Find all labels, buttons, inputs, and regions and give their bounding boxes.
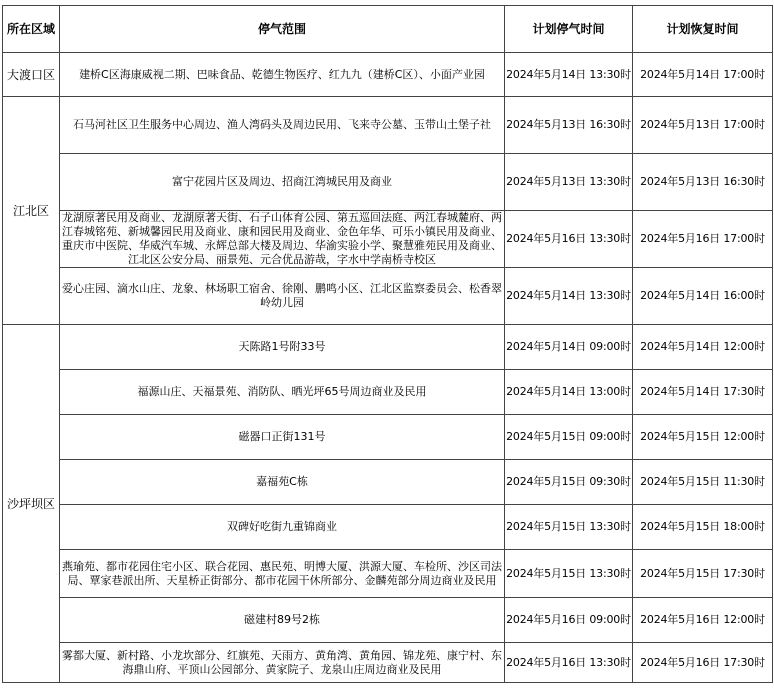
table-row xyxy=(3,505,773,550)
table-row xyxy=(3,325,773,370)
table-row xyxy=(3,97,773,154)
stop-time-cell: 2024年5月16日 09:00时 xyxy=(505,598,633,643)
scope-cell: 双碑好吃街九重锦商业 xyxy=(60,505,505,550)
resume-time-cell: 2024年5月13日 17:00时 xyxy=(633,97,773,154)
resume-time-cell: 2024年5月15日 18:00时 xyxy=(633,505,773,550)
scope-cell: 磁建村89号2栋 xyxy=(60,598,505,643)
resume-time-cell: 2024年5月15日 12:00时 xyxy=(633,415,773,460)
stop-time-cell: 2024年5月16日 13:30时 xyxy=(505,211,633,268)
district-cell: 沙坪坝区 xyxy=(3,325,60,683)
resume-time-cell: 2024年5月14日 17:30时 xyxy=(633,370,773,415)
resume-time-cell: 2024年5月16日 17:00时 xyxy=(633,211,773,268)
header-stop-time: 计划停气时间 xyxy=(505,6,633,53)
table-row xyxy=(3,53,773,97)
resume-time-cell: 2024年5月15日 17:30时 xyxy=(633,550,773,598)
resume-time-cell: 2024年5月14日 16:00时 xyxy=(633,268,773,325)
scope-cell: 燕瑜苑、都市花园住宅小区、联合花园、惠民苑、明博大厦、洪源大厦、车检所、沙区司法局、覃家巷派出所、天星桥正街部分、都市花园干休所部分、金麟苑部分周边商业及民用 xyxy=(60,550,505,598)
scope-cell: 建桥C区海康威视二期、巴味食品、乾德生物医疗、红九九（建桥C区）、小面产业园 xyxy=(60,53,505,97)
table-row xyxy=(3,370,773,415)
header-area: 所在区域 xyxy=(3,6,60,53)
resume-time-cell: 2024年5月16日 12:00时 xyxy=(633,598,773,643)
resume-time-cell: 2024年5月16日 17:30时 xyxy=(633,643,773,683)
header-row xyxy=(3,6,773,53)
table-row xyxy=(3,154,773,211)
stop-time-cell: 2024年5月14日 09:00时 xyxy=(505,325,633,370)
stop-time-cell: 2024年5月15日 13:30时 xyxy=(505,505,633,550)
table-row xyxy=(3,550,773,598)
scope-cell: 爱心庄园、滴水山庄、龙象、林场职工宿舍、徐刚、鹏鸣小区、江北区监察委员会、松香翠岭幼儿园 xyxy=(60,268,505,325)
resume-time-cell: 2024年5月14日 12:00时 xyxy=(633,325,773,370)
stop-time-cell: 2024年5月13日 16:30时 xyxy=(505,97,633,154)
scope-cell: 福源山庄、天福景苑、消防队、晒光坪65号周边商业及民用 xyxy=(60,370,505,415)
resume-time-cell: 2024年5月15日 11:30时 xyxy=(633,460,773,505)
resume-time-cell: 2024年5月13日 16:30时 xyxy=(633,154,773,211)
table-row xyxy=(3,268,773,325)
scope-cell: 富宁花园片区及周边、招商江湾城民用及商业 xyxy=(60,154,505,211)
stop-time-cell: 2024年5月14日 13:30时 xyxy=(505,268,633,325)
gas-outage-table xyxy=(2,5,773,683)
stop-time-cell: 2024年5月14日 13:30时 xyxy=(505,53,633,97)
table-row xyxy=(3,598,773,643)
table-row xyxy=(3,643,773,683)
stop-time-cell: 2024年5月16日 13:30时 xyxy=(505,643,633,683)
table-row xyxy=(3,415,773,460)
district-cell: 江北区 xyxy=(3,97,60,325)
scope-cell: 雾都大厦、新村路、小龙坎部分、红旗苑、天雨方、黄角湾、黄角园、锦龙苑、康宁村、东海鼎山府、平顶山公园部分、黄家院子、龙泉山庄周边商业及民用 xyxy=(60,643,505,683)
scope-cell: 石马河社区卫生服务中心周边、渔人湾码头及周边民用、飞来寺公墓、玉带山土堡子社 xyxy=(60,97,505,154)
scope-cell: 磁器口正街131号 xyxy=(60,415,505,460)
table-row xyxy=(3,211,773,268)
scope-cell: 龙湖原著民用及商业、龙湖原著天街、石子山体育公园、第五巡回法庭、两江春城麓府、两江春城铭苑、新城馨园民用及商业、康和园民用及商业、金色年华、可乐小镇民用及商业、重庆市中医院、华威汽车城、永辉总部大楼及周边、华渝实验小学、聚慧雅苑民用及商业、江北区公安分局、丽景苑、元合优品游哉，字水中学南桥寺校区 xyxy=(60,211,505,268)
resume-time-cell: 2024年5月14日 17:00时 xyxy=(633,53,773,97)
stop-time-cell: 2024年5月15日 09:00时 xyxy=(505,415,633,460)
scope-cell: 嘉福苑C栋 xyxy=(60,460,505,505)
stop-time-cell: 2024年5月13日 13:30时 xyxy=(505,154,633,211)
stop-time-cell: 2024年5月15日 13:30时 xyxy=(505,550,633,598)
table-row xyxy=(3,460,773,505)
stop-time-cell: 2024年5月14日 13:00时 xyxy=(505,370,633,415)
header-scope: 停气范围 xyxy=(60,6,505,53)
stop-time-cell: 2024年5月15日 09:30时 xyxy=(505,460,633,505)
district-cell: 大渡口区 xyxy=(3,53,60,97)
scope-cell: 天陈路1号附33号 xyxy=(60,325,505,370)
header-resume-time: 计划恢复时间 xyxy=(633,6,773,53)
